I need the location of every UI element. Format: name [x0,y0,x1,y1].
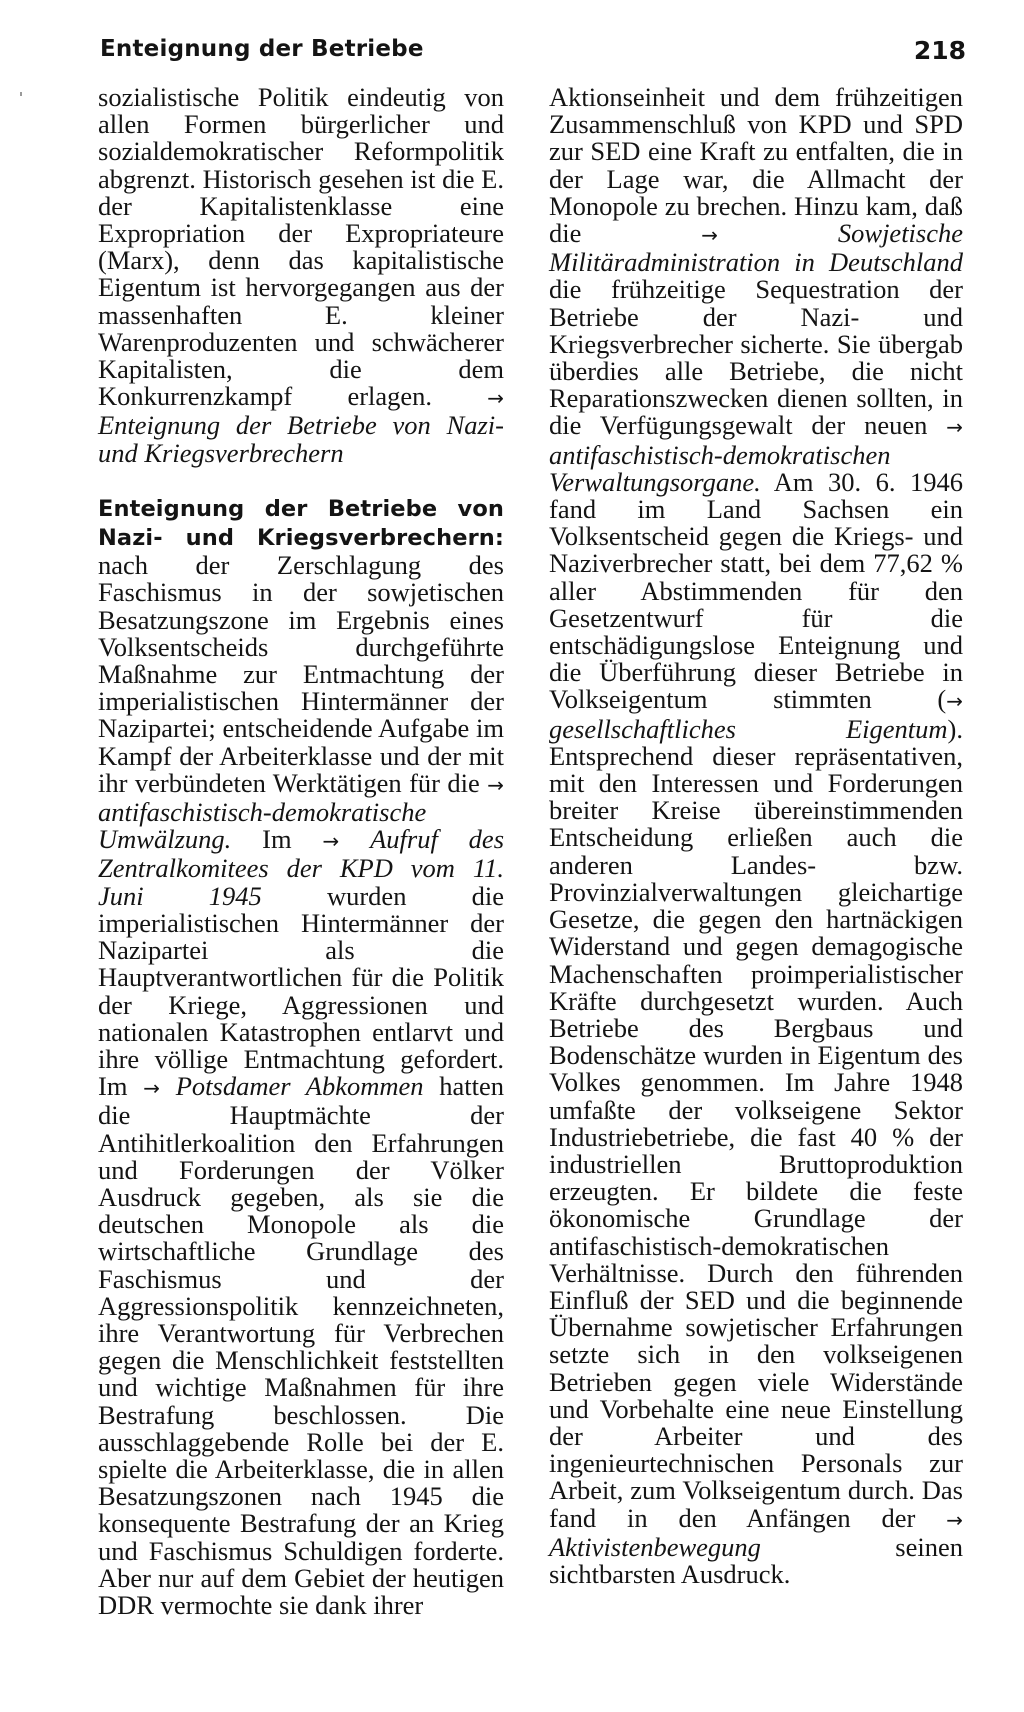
left-column [98,84,504,1619]
dictionary-entry [98,494,504,1619]
cross-reference-arrow-icon: → [701,223,719,248]
cross-reference-link[interactable]: Aufruf des Zentralkomitees der KPD vom 11. Juni 1945 [98,824,505,911]
entry-text: Aktionseinheit und dem frühzeitigen Zusammenschluß von KPD und SPD zur SED eine Kraft zu entfalten, die in der Lage war, die Allmacht der Monopole zu brechen. Hinzu kam, daß die [549,82,963,249]
running-head: Enteignung der Betriebe [100,36,424,62]
entry-text: Am 30. 6. 1946 fand im Land Sachsen ein Volksentscheid gegen die Kriegs- und Naziverbrecher statt, bei dem 77,62 % aller Abstimmenden für den Gesetzentwurf für die entschädigungslose Enteignung und die Überführung dieser Betriebe in Volkseigentum stimmten ( [549,466,963,715]
entry-continuation [549,84,963,1588]
cross-reference-link[interactable]: Potsdamer Abkommen [175,1071,424,1102]
entry-text: die frühzeitige Sequestration der Betriebe der Nazi- und Kriegsverbrecher sicherte. Sie übergab überdies alle Betriebe, die nicht Reparationszwecken dienen sollten, in die Verfügungsgewalt der neuen [549,274,963,441]
cross-reference-link[interactable]: antifaschistisch-demokratischen Verwaltungsorgane. [549,439,891,497]
cross-reference-arrow-icon: → [946,689,963,714]
cross-reference-link[interactable]: Sowjetische Militäradministration in Deutschland [549,218,964,278]
entry-text: hatten die Hauptmächte der Antihitlerkoalition den Erfahrungen und Forderungen der Völker Ausdruck gegeben, als sie die deutschen Monopole als die wirtschaftliche Grundlage des Faschismus und der Aggressionspolitik kennzeichneten, ihre Verantwortung für Verbrechen gegen die Menschlichkeit feststellten und wichtige Maßnahmen für ihre Bestrafung beschlossen. Die ausschlaggebende Rolle bei der E. spielte die Arbeiterklasse, die in allen Besatzungszonen nach 1945 die konsequente Bestrafung der an Krieg und Faschismus Schuldigen forderte. Aber nur auf dem Gebiet der heutigen DDR vermochte sie dank ihrer [98,1071,505,1620]
cross-reference-arrow-icon: → [322,829,340,854]
entry-text: nach der Zerschlagung des Faschismus in der sowjetischen Besatzungszone im Ergebnis eines Volksentscheids durchgeführte Maßnahme zur Entmachtung der imperialistischen Hintermänner der Nazipartei; entscheidende Aufgabe im Kampf der Arbeiterklasse und der mit ihr verbündeten Werktätigen für die [98,550,504,798]
cross-reference-link[interactable]: gesellschaftliches Eigentum [549,713,948,744]
cross-reference-arrow-icon: → [946,415,963,440]
cross-reference-arrow-icon: → [946,1507,964,1532]
scan-speck [20,92,22,96]
cross-reference-arrow-icon: → [143,1076,160,1101]
entry-text: ). Entsprechend dieser repräsentativen, mit den Interessen und Forderungen breiter Kreise übereinstimmenden Entscheidung erließen auch die anderen Landes- bzw. Provinzialverwaltungen gleichartige Gesetze, die gegen den hartnäckigen Widerstand und gegen demagogische Machenschaften proimperialistischer Kräfte durchgesetzt wurden. Auch Betriebe des Bergbaus und Bodenschätze wurden in Eigentum des Volkes genommen. Im Jahre 1948 umfaßte der volkseigene Sektor Industriebetriebe, die fast 40 % der industriellen Bruttoproduktion erzeugten. Er bildete die feste ökonomische Grundlage der antifaschistisch-demokratischen Verhältnisse. Durch den führenden Einfluß der SED und die beginnende Übernahme sowjetischer Erfahrungen setzte sich in den volkseigenen Betrieben gegen viele Widerstände und Vorbehalte eine neue Einstellung der Arbeiter und des ingenieurtechnischen Personals zur Arbeit, zum Volkseigentum durch. Das fand in den Anfängen der [549,713,963,1533]
cross-reference-link[interactable]: Aktivistenbewegung [549,1531,761,1562]
cross-reference-link[interactable]: antifaschistisch-demokratische Umwälzung. [98,797,427,855]
cross-reference-link[interactable]: Enteignung der Betriebe von Nazi- und Kriegsverbrechern [98,410,504,468]
right-column [549,84,963,1588]
entry-text: wurden die imperialistischen Hintermänner der Nazipartei als die Hauptverantwortlichen für die Politik der Kriege, Aggressionen und nationalen Katastrophen entlarvt und ihre völlige Entmachtung gefordert. Im [98,880,504,1102]
page-number: 218 [913,36,966,65]
cross-reference-arrow-icon: → [487,772,504,797]
entry-headword: Enteignung der Betriebe von Nazi- und Kriegsverbrechern: [98,495,504,552]
cross-reference-arrow-icon: → [487,386,504,411]
entry-text: seinen sichtbarsten Ausdruck. [549,1531,963,1589]
entry-text: Im [262,824,292,855]
continuation-text: sozialistische Politik eindeutig von allen Formen bürgerlicher und sozialdemokratischer Reformpolitik abgrenzt. Historisch gesehen ist die E. der Kapitalistenklasse eine Expropriation der Expropriateure (Marx), denn das kapitalistische Eigentum ist hervorgegangen aus der massenhaften E. kleiner Warenproduzenten und schwächerer Kapitalisten, die dem Konkurrenzkampf erlagen. [98,82,504,412]
continuation-paragraph [98,84,504,467]
entry-spacer [98,467,504,494]
